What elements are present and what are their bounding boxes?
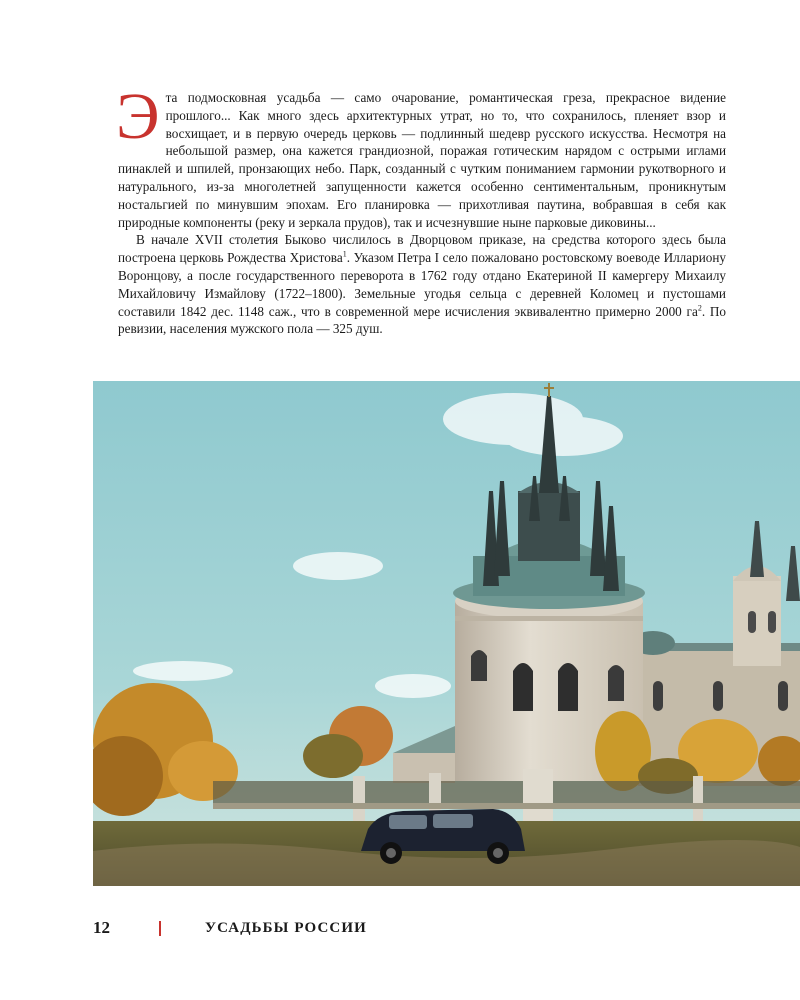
footer-divider (159, 921, 161, 936)
drop-cap: Э (116, 80, 160, 153)
article-text (116, 80, 726, 338)
paragraph-2-text-a: В начале XVII столетия Быково числилось в Дворцовом приказе, на средства которого здесь была построена церковь Рождества Христова (118, 232, 726, 266)
paragraph-1 (116, 80, 726, 231)
footnote-ref-2[interactable]: 2 (697, 303, 702, 313)
running-title: УСАДЬБЫ РОССИИ (205, 920, 367, 936)
paragraph-1-text: та подмосковная усадьба — само очарование, романтическая греза, прекрасное видение прошлого... Как много здесь архитектурных утрат, но то, что сохранилось, пленяет взор и восхищает, и в первую очередь церковь — подлинный шедевр русского искусства. Несмотря на небольшой размер, она кажется грандиозной, поражая готическим нарядом с острыми иглами пинаклей и шпилей, пронзающих небо. Парк, созданный с чутким пониманием гармонии рукотворного и натурального, из-за многолетней запущенности кажется особенно сентиментальным, проникнутым ностальгией по минувшим эпохам. Его планировка — прихотливая паутина, вобравшая в себя как природные компоненты (реку и зеркала прудов), так и исчезнувшие ныне парковые диковины... (118, 90, 726, 230)
paragraph-2 (118, 231, 726, 338)
paragraph-2-text-b: . Указом Петра I село пожаловано ростовскому воеводе Иллариону Воронцову, а после государственного переворота в 1762 году отдано Екатериной II камергеру Михаилу Михайловичу Измайлову (1722–1800). Земельные угодья сельца с деревней Коломец и пустошами составили 1842 дес. 1148 саж., что в современной мере исчисления эквивалентно примерно 2000 га (118, 250, 726, 319)
page-number: 12 (93, 918, 110, 937)
footnote-ref-1[interactable]: 1 (342, 249, 347, 259)
church-photo (93, 381, 800, 886)
paragraph-2-text-c: . По ревизии, населения мужского пола — 325 душ. (118, 303, 726, 337)
